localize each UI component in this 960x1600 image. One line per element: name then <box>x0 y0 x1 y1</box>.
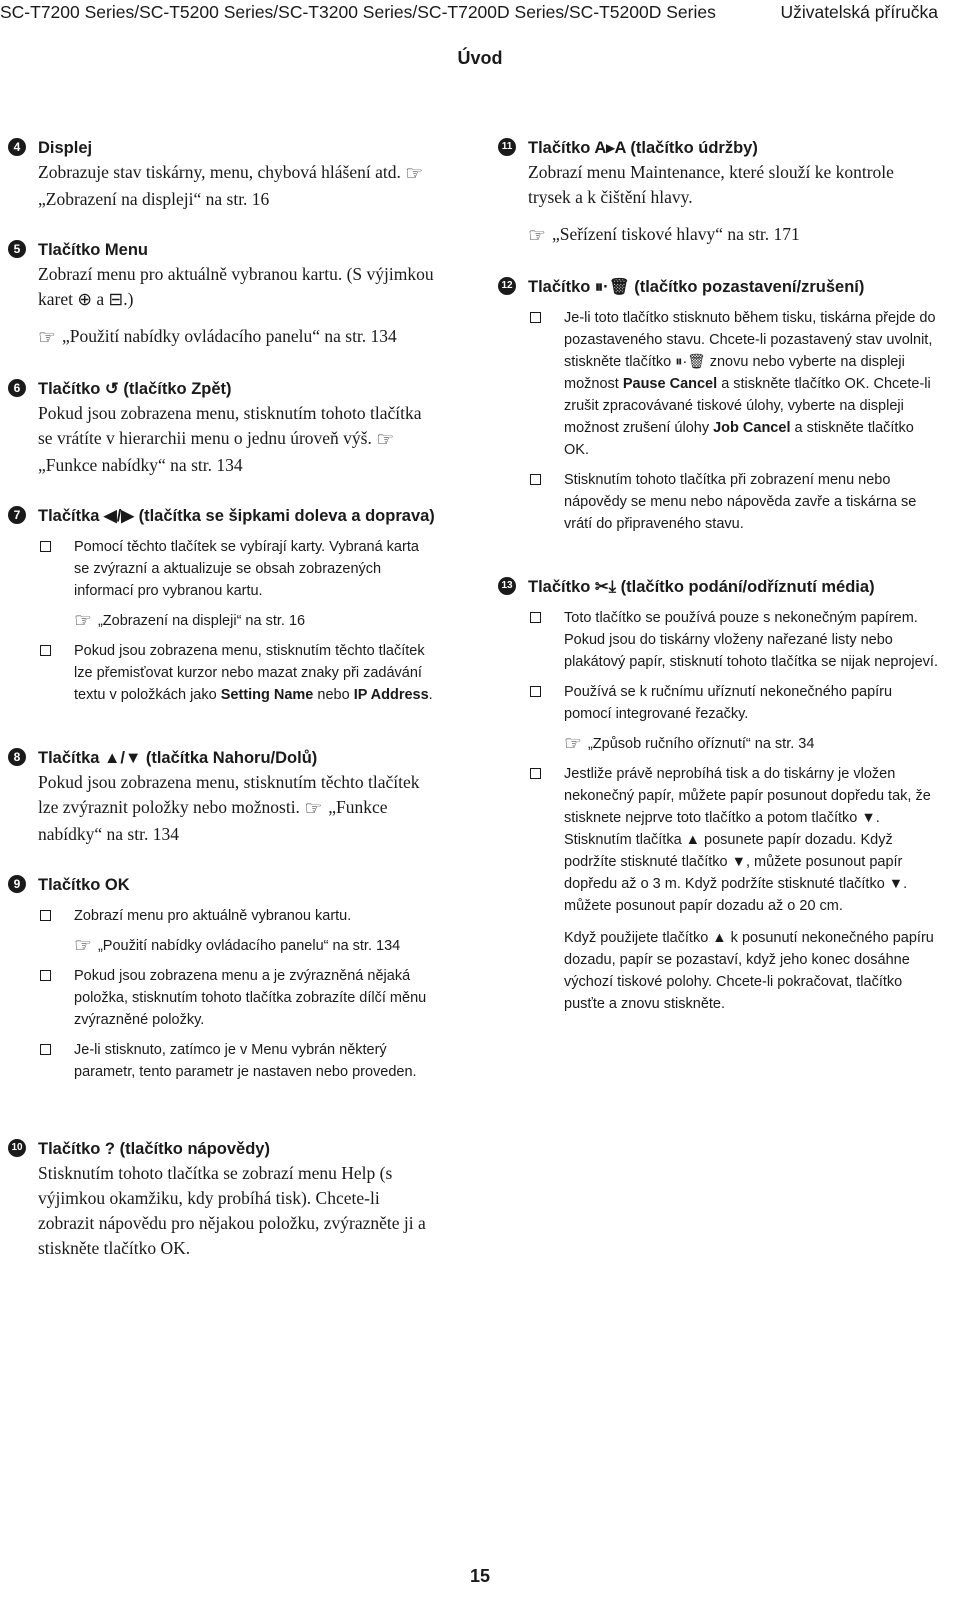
item-number: 8 <box>8 748 26 766</box>
bullet-box-icon <box>530 686 541 697</box>
left-column <box>8 136 438 1261</box>
item-title: Tlačítko ✂⤓ (tlačítko podání/odříznutí média) <box>528 578 875 596</box>
item-number: 9 <box>8 875 26 893</box>
item-9 <box>8 873 438 1083</box>
item-4 <box>8 136 438 212</box>
item-5 <box>8 238 438 351</box>
item-number: 6 <box>8 379 26 397</box>
bullet-box-icon <box>40 541 51 552</box>
bullet-item: Pokud jsou zobrazena menu, stisknutím těchto tlačítek lze přemisťovat kurzor nebo mazat znaky při zadávání textu v položkách jako Setting Name nebo IP Address. <box>38 640 438 706</box>
hand-pointer-icon: ☞ <box>564 733 582 755</box>
item-number: 4 <box>8 138 26 156</box>
item-title: Tlačítko A▸A (tlačítko údržby) <box>528 139 758 157</box>
bullet-box-icon <box>40 910 51 921</box>
item-text: Pokud jsou zobrazena menu, stisknutím těchto tlačítek lze zvýraznit položky nebo možnosti. ☞ „Funkce nabídky“ na str. 134 <box>38 772 420 844</box>
page-number: 15 <box>469 1566 491 1586</box>
bullet-box-icon <box>530 768 541 779</box>
item-10 <box>8 1137 438 1261</box>
bullet-item: Je-li toto tlačítko stisknuto během tisku, tiskárna přejde do pozastaveného stavu. Chcete-li pozastavený stav uvolnit, stiskněte tlačítko ⏸·🗑 znovu nebo vyberte na displeji možnost Pause Cancel a stiskněte tlačítko OK. Chcete-li zrušit zpracovávané tiskové úlohy, vyberte na displeji možnost zrušení úlohy Job Cancel a stiskněte tlačítko OK. <box>528 307 938 461</box>
item-title: Tlačítko ? (tlačítko nápovědy) <box>38 1140 270 1158</box>
bullet-item: Používá se k ručnímu uříznutí nekonečného papíru pomocí integrované řezačky. <box>528 681 938 725</box>
bullet-box-icon <box>530 612 541 623</box>
section-title: Úvod <box>457 48 503 68</box>
bullet-item: Je-li stisknuto, zatímco je v Menu vybrán některý parametr, tento parametr je nastaven nebo proveden. <box>38 1039 438 1083</box>
cross-ref-link[interactable]: „Použití nabídky ovládacího panelu“ na str. 134 <box>61 326 397 346</box>
cross-ref-link[interactable]: „Funkce nabídky“ na str. 134 <box>38 797 388 844</box>
item-ref <box>528 733 938 755</box>
hand-pointer-icon: ☞ <box>376 429 395 451</box>
right-column <box>498 136 938 1015</box>
item-number: 7 <box>8 506 26 524</box>
bullet-item: Toto tlačítko se používá pouze s nekonečným papírem. Pokud jsou do tiskárny vloženy nařezané listy nebo plakátový papír, stisknutí tohoto tlačítka se nijak neprojeví. <box>528 607 938 673</box>
bullet-box-icon <box>40 645 51 656</box>
bullet-item: Stisknutím tohoto tlačítka při zobrazení menu nebo nápovědy se menu nebo nápověda zavře a tiskárna se vrátí do připraveného stavu. <box>528 469 938 535</box>
item-6 <box>8 377 438 478</box>
item-13 <box>498 575 938 1015</box>
item-text: Zobrazí menu Maintenance, které slouží ke kontrole trysek a k čištění hlavy. <box>528 162 894 207</box>
cross-ref-link[interactable]: „Seřízení tiskové hlavy“ na str. 171 <box>551 224 800 244</box>
page-header <box>0 0 960 24</box>
item-title: Tlačítko ↺ (tlačítko Zpět) <box>38 380 232 398</box>
item-number: 10 <box>8 1139 26 1157</box>
bullet-item: Zobrazí menu pro aktuálně vybranou kartu. <box>38 905 438 927</box>
cross-ref-link[interactable]: „Způsob ručního oříznutí“ na str. 34 <box>587 736 815 752</box>
header-guide-title: Uživatelská příručka <box>780 2 938 22</box>
bullet-item: Pomocí těchto tlačítek se vybírají karty. Vybraná karta se zvýrazní a aktualizuje se obsah zobrazených informací pro vybranou kartu. <box>38 536 438 602</box>
item-number: 13 <box>498 577 516 595</box>
cross-ref-link[interactable]: „Použití nabídky ovládacího panelu“ na str. 134 <box>97 938 401 954</box>
bullet-box-icon <box>40 1044 51 1055</box>
item-ref <box>38 324 438 351</box>
item-number: 5 <box>8 240 26 258</box>
item-8 <box>8 746 438 847</box>
header-series: SC-T7200 Series/SC-T5200 Series/SC-T3200 Series/SC-T7200D Series/SC-T5200D Series <box>0 2 716 22</box>
hand-pointer-icon: ☞ <box>405 163 424 185</box>
item-title: Displej <box>38 139 93 157</box>
bullet-box-icon <box>530 312 541 323</box>
item-text: Zobrazí menu pro aktuálně vybranou kartu. (S výjimkou karet ⊕ a ⊟.) <box>38 264 434 309</box>
bullet-box-icon <box>40 970 51 981</box>
item-11 <box>498 136 938 249</box>
bullet-box-icon <box>530 474 541 485</box>
item-text: Zobrazuje stav tiskárny, menu, chybová hlášení atd. ☞„Zobrazení na displeji“ na str. 16 <box>38 162 424 209</box>
item-text: Stisknutím tohoto tlačítka se zobrazí menu Help (s výjimkou okamžiku, kdy probíhá tisk). Chcete-li zobrazit nápovědu pro nějakou položku, zvýrazněte ji a stiskněte tlačítko OK. <box>38 1163 426 1258</box>
item-title: Tlačítko Menu <box>38 241 149 259</box>
item-ref <box>528 222 938 249</box>
item-number: 11 <box>498 138 516 156</box>
hand-pointer-icon: ☞ <box>38 327 56 349</box>
bullet-item: Jestliže právě neprobíhá tisk a do tiskárny je vložen nekonečný papír, můžete papír posunout dopředu tak, že stisknete nejprve toto tlačítko a potom tlačítko ▼. Stisknutím tlačítka ▲ posunete papír dozadu. Když podržíte stisknuté tlačítko ▼, můžete posunout papír dopředu až o 3 m. Když podržíte stisknuté tlačítko ▼. můžete posunout papír dozadu až o 20 cm. <box>528 763 938 917</box>
item-title: Tlačítko ⏸·🗑 (tlačítko pozastavení/zrušení) <box>528 278 865 296</box>
item-title: Tlačítka ◀/▶ (tlačítka se šipkami doleva a doprava) <box>38 507 435 525</box>
item-paragraph: Když použijete tlačítko ▲ k posunutí nekonečného papíru dozadu, papír se pozastaví, když jeho konec dosáhne výchozí tiskové polohy. Chcete-li pokračovat, tlačítko pusťte a znovu stiskněte. <box>564 930 934 1012</box>
cross-ref-link[interactable]: „Zobrazení na displeji“ na str. 16 <box>38 189 270 209</box>
item-title: Tlačítka ▲/▼ (tlačítka Nahoru/Dolů) <box>38 749 318 767</box>
item-ref <box>38 610 438 632</box>
item-ref <box>38 935 438 957</box>
item-7 <box>8 504 438 706</box>
hand-pointer-icon: ☞ <box>304 798 323 820</box>
hand-pointer-icon: ☞ <box>528 225 546 247</box>
item-title: Tlačítko OK <box>38 876 130 894</box>
item-text: Pokud jsou zobrazena menu, stisknutím tohoto tlačítka se vrátíte v hierarchii menu o jednu úroveň výš. ☞„Funkce nabídky“ na str. 134 <box>38 403 422 475</box>
cross-ref-link[interactable]: „Zobrazení na displeji“ na str. 16 <box>97 613 306 629</box>
hand-pointer-icon: ☞ <box>74 935 92 957</box>
item-number: 12 <box>498 277 516 295</box>
hand-pointer-icon: ☞ <box>74 610 92 632</box>
bullet-item: Pokud jsou zobrazena menu a je zvýrazněná nějaká položka, stisknutím tohoto tlačítka zobrazíte dílčí měnu zvýrazněné položky. <box>38 965 438 1031</box>
cross-ref-link[interactable]: „Funkce nabídky“ na str. 134 <box>38 455 243 475</box>
item-12 <box>498 275 938 535</box>
